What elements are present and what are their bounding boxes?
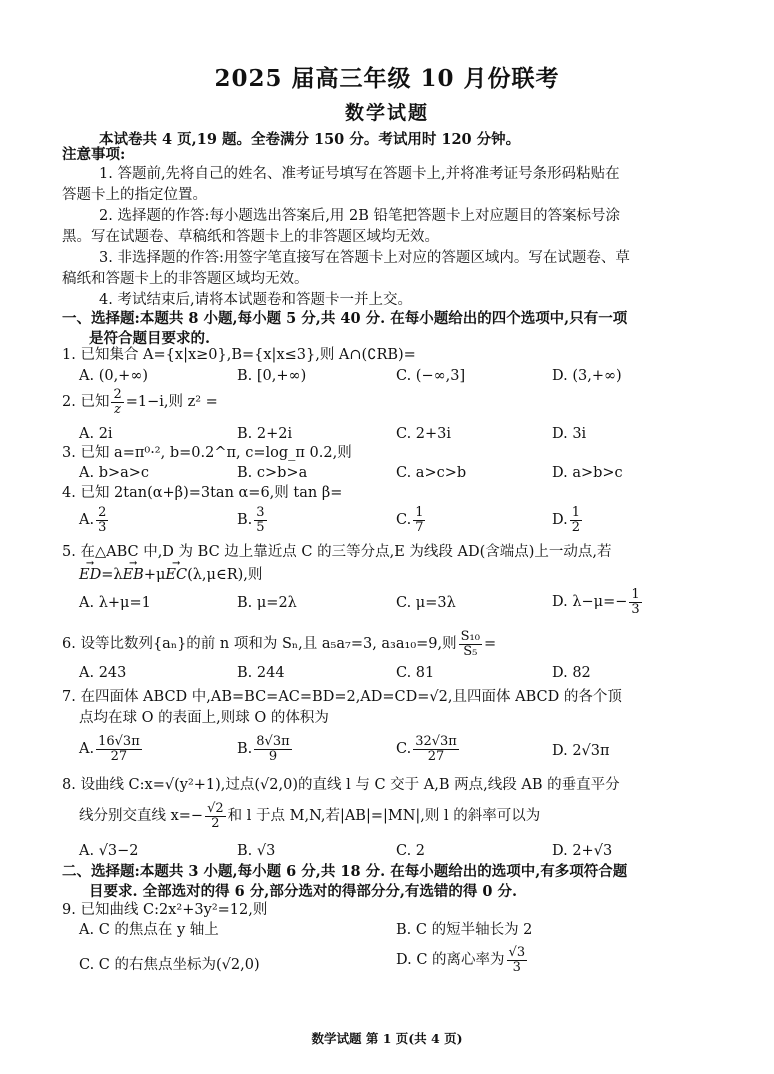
q9-stem: 9. 已知曲线 C:2x²+3y²=12,则 — [62, 902, 268, 918]
note-1-line-2: 答题卡上的指定位置。 — [62, 187, 207, 203]
exam-subtitle: 数学试题 — [344, 102, 429, 124]
q5-stem-line-2: → ED=λ→ EB+μ→ EC(λ,μ∈R),则 — [79, 566, 262, 584]
q6-stem: 6. 设等比数列{aₙ}的前 n 项和为 Sₙ,且 a₅a₇=3, a₃a₁₀=9,则 $\frac{\text{S₁₀}}{\text{S₅}}$ = — [62, 629, 497, 659]
q1-stem: 1. 已知集合 A={x|x≥0},B={x|x≤3},则 A∩(∁RB)= — [62, 347, 416, 363]
exam-title: 2025 届高三年级 10 月份联考 — [214, 65, 560, 92]
section-2-line-1: 二、选择题:本题共 3 小题,每小题 6 分,共 18 分. 在每小题给出的选项中,有多项符合题 — [62, 863, 628, 880]
q9-option-d: D. C 的离心率为 $\frac{√3}{3}$ — [396, 945, 526, 975]
q8-option-b: B. √3 — [237, 843, 276, 859]
q8-option-d: D. 2+√3 — [552, 843, 613, 859]
note-4: 4. 考试结束后,请将本试题卷和答题卡一并上交。 — [99, 292, 413, 308]
note-3-line-2: 稿纸和答题卡上的非答题区域均无效。 — [62, 271, 309, 287]
section-1-line-1: 一、选择题:本题共 8 小题,每小题 5 分,共 40 分. 在每小题给出的四个选项中,只有一项 — [62, 310, 628, 327]
q5-option-d: D. λ−μ=− $\frac{1}{3}$ — [552, 587, 640, 617]
q1-option-a: A. (0,+∞) — [79, 368, 149, 384]
page-footer: 数学试题 第 1 页(共 4 页) — [311, 1031, 463, 1046]
note-2-line-2: 黑。写在试题卷、草稿纸和答题卡上的非答题区域均无效。 — [62, 229, 439, 245]
q2-option-c: C. 2+3i — [396, 426, 452, 442]
section-1-line-2: 是符合题目要求的. — [89, 330, 211, 347]
section-2-line-2: 目要求. 全部选对的得 6 分,部分选对的得部分分,有选错的得 0 分. — [89, 883, 518, 900]
q7-option-c: C. $\frac{32√3\pi}{27}$ — [396, 734, 457, 764]
q2-option-a: A. 2i — [79, 426, 113, 442]
q2-fraction: $\frac{2}{z}$ — [113, 387, 122, 417]
q4-option-d: D. $\frac{1}{2}$ — [552, 505, 580, 535]
q8-option-a: A. √3−2 — [79, 843, 139, 859]
q3-option-b: B. c>b>a — [237, 465, 308, 481]
q1-option-c: C. (−∞,3] — [396, 368, 466, 384]
q7-option-d: D. 2√3π — [552, 743, 610, 759]
q6-option-c: C. 81 — [396, 665, 435, 681]
q9-option-c: C. C 的右焦点坐标为(√2,0) — [79, 957, 260, 973]
q2-prefix: 2. 已知 — [62, 394, 110, 411]
q7-stem-line-1: 7. 在四面体 ABCD 中,AB=BC=AC=BD=2,AD=CD=√2,且四面体 ABCD 的各个顶 — [62, 689, 622, 705]
q3-option-c: C. a>c>b — [396, 465, 467, 481]
q4-option-c: C. $\frac{1}{7}$ — [396, 505, 424, 535]
q2-stem — [62, 388, 218, 416]
q8-stem-line-1: 8. 设曲线 C:x=√(y²+1),过点(√2,0)的直线 l 与 C 交于 A,B 两点,线段 AB 的垂直平分 — [62, 777, 620, 793]
q6-option-a: A. 243 — [79, 665, 127, 681]
q4-stem: 4. 已知 2tan(α+β)=3tan α=6,则 tan β= — [62, 485, 343, 501]
q6-option-d: D. 82 — [552, 665, 591, 681]
q9-option-a: A. C 的焦点在 y 轴上 — [79, 922, 219, 938]
note-1-line-1: 1. 答题前,先将自己的姓名、准考证号填写在答题卡上,并将准考证号条形码粘贴在 — [99, 166, 620, 182]
q7-option-a: A. $\frac{16√3\pi}{27}$ — [79, 734, 140, 764]
q4-option-a: A. $\frac{2}{3}$ — [79, 505, 107, 535]
q3-option-a: A. b>a>c — [79, 465, 150, 481]
q8-stem-line-2: 线分别交直线 x=− $\frac{√2}{2}$ 和 l 于点 M,N,若|AB|=|MN|,则 l 的斜率可以为 — [79, 801, 541, 831]
q7-option-b: B. $\frac{8√3\pi}{9}$ — [237, 734, 290, 764]
q4-option-b: B. $\frac{3}{5}$ — [237, 505, 265, 535]
exam-info: 本试卷共 4 页,19 题。全卷满分 150 分。考试用时 120 分钟。 — [99, 131, 521, 148]
q1-option-d: D. (3,+∞) — [552, 368, 622, 384]
note-2-line-1: 2. 选择题的作答:每小题选出答案后,用 2B 铅笔把答题卡上对应题目的答案标号涂 — [99, 208, 621, 224]
q5-option-c: C. μ=3λ — [396, 595, 456, 611]
q8-option-c: C. 2 — [396, 843, 426, 859]
notes-heading: 注意事项: — [62, 146, 126, 163]
q2-suffix: =1−i,则 z² = — [125, 394, 218, 411]
q5-option-b: B. μ=2λ — [237, 595, 297, 611]
q5-option-a: A. λ+μ=1 — [79, 595, 151, 611]
q3-stem: 3. 已知 a=π⁰·², b=0.2^π, c=log_π 0.2,则 — [62, 445, 352, 461]
q2-option-d: D. 3i — [552, 426, 587, 442]
q2-option-b: B. 2+2i — [237, 426, 293, 442]
q9-option-b: B. C 的短半轴长为 2 — [396, 922, 533, 938]
q7-stem-line-2: 点均在球 O 的表面上,则球 O 的体积为 — [79, 710, 329, 726]
q3-option-d: D. a>b>c — [552, 465, 623, 481]
q6-option-b: B. 244 — [237, 665, 285, 681]
q5-stem-line-1: 5. 在△ABC 中,D 为 BC 边上靠近点 C 的三等分点,E 为线段 AD(含端点)上一动点,若 — [62, 544, 612, 560]
q1-option-b: B. [0,+∞) — [237, 368, 307, 384]
note-3-line-1: 3. 非选择题的作答:用签字笔直接写在答题卡上对应的答题区域内。写在试题卷、草 — [99, 250, 630, 266]
